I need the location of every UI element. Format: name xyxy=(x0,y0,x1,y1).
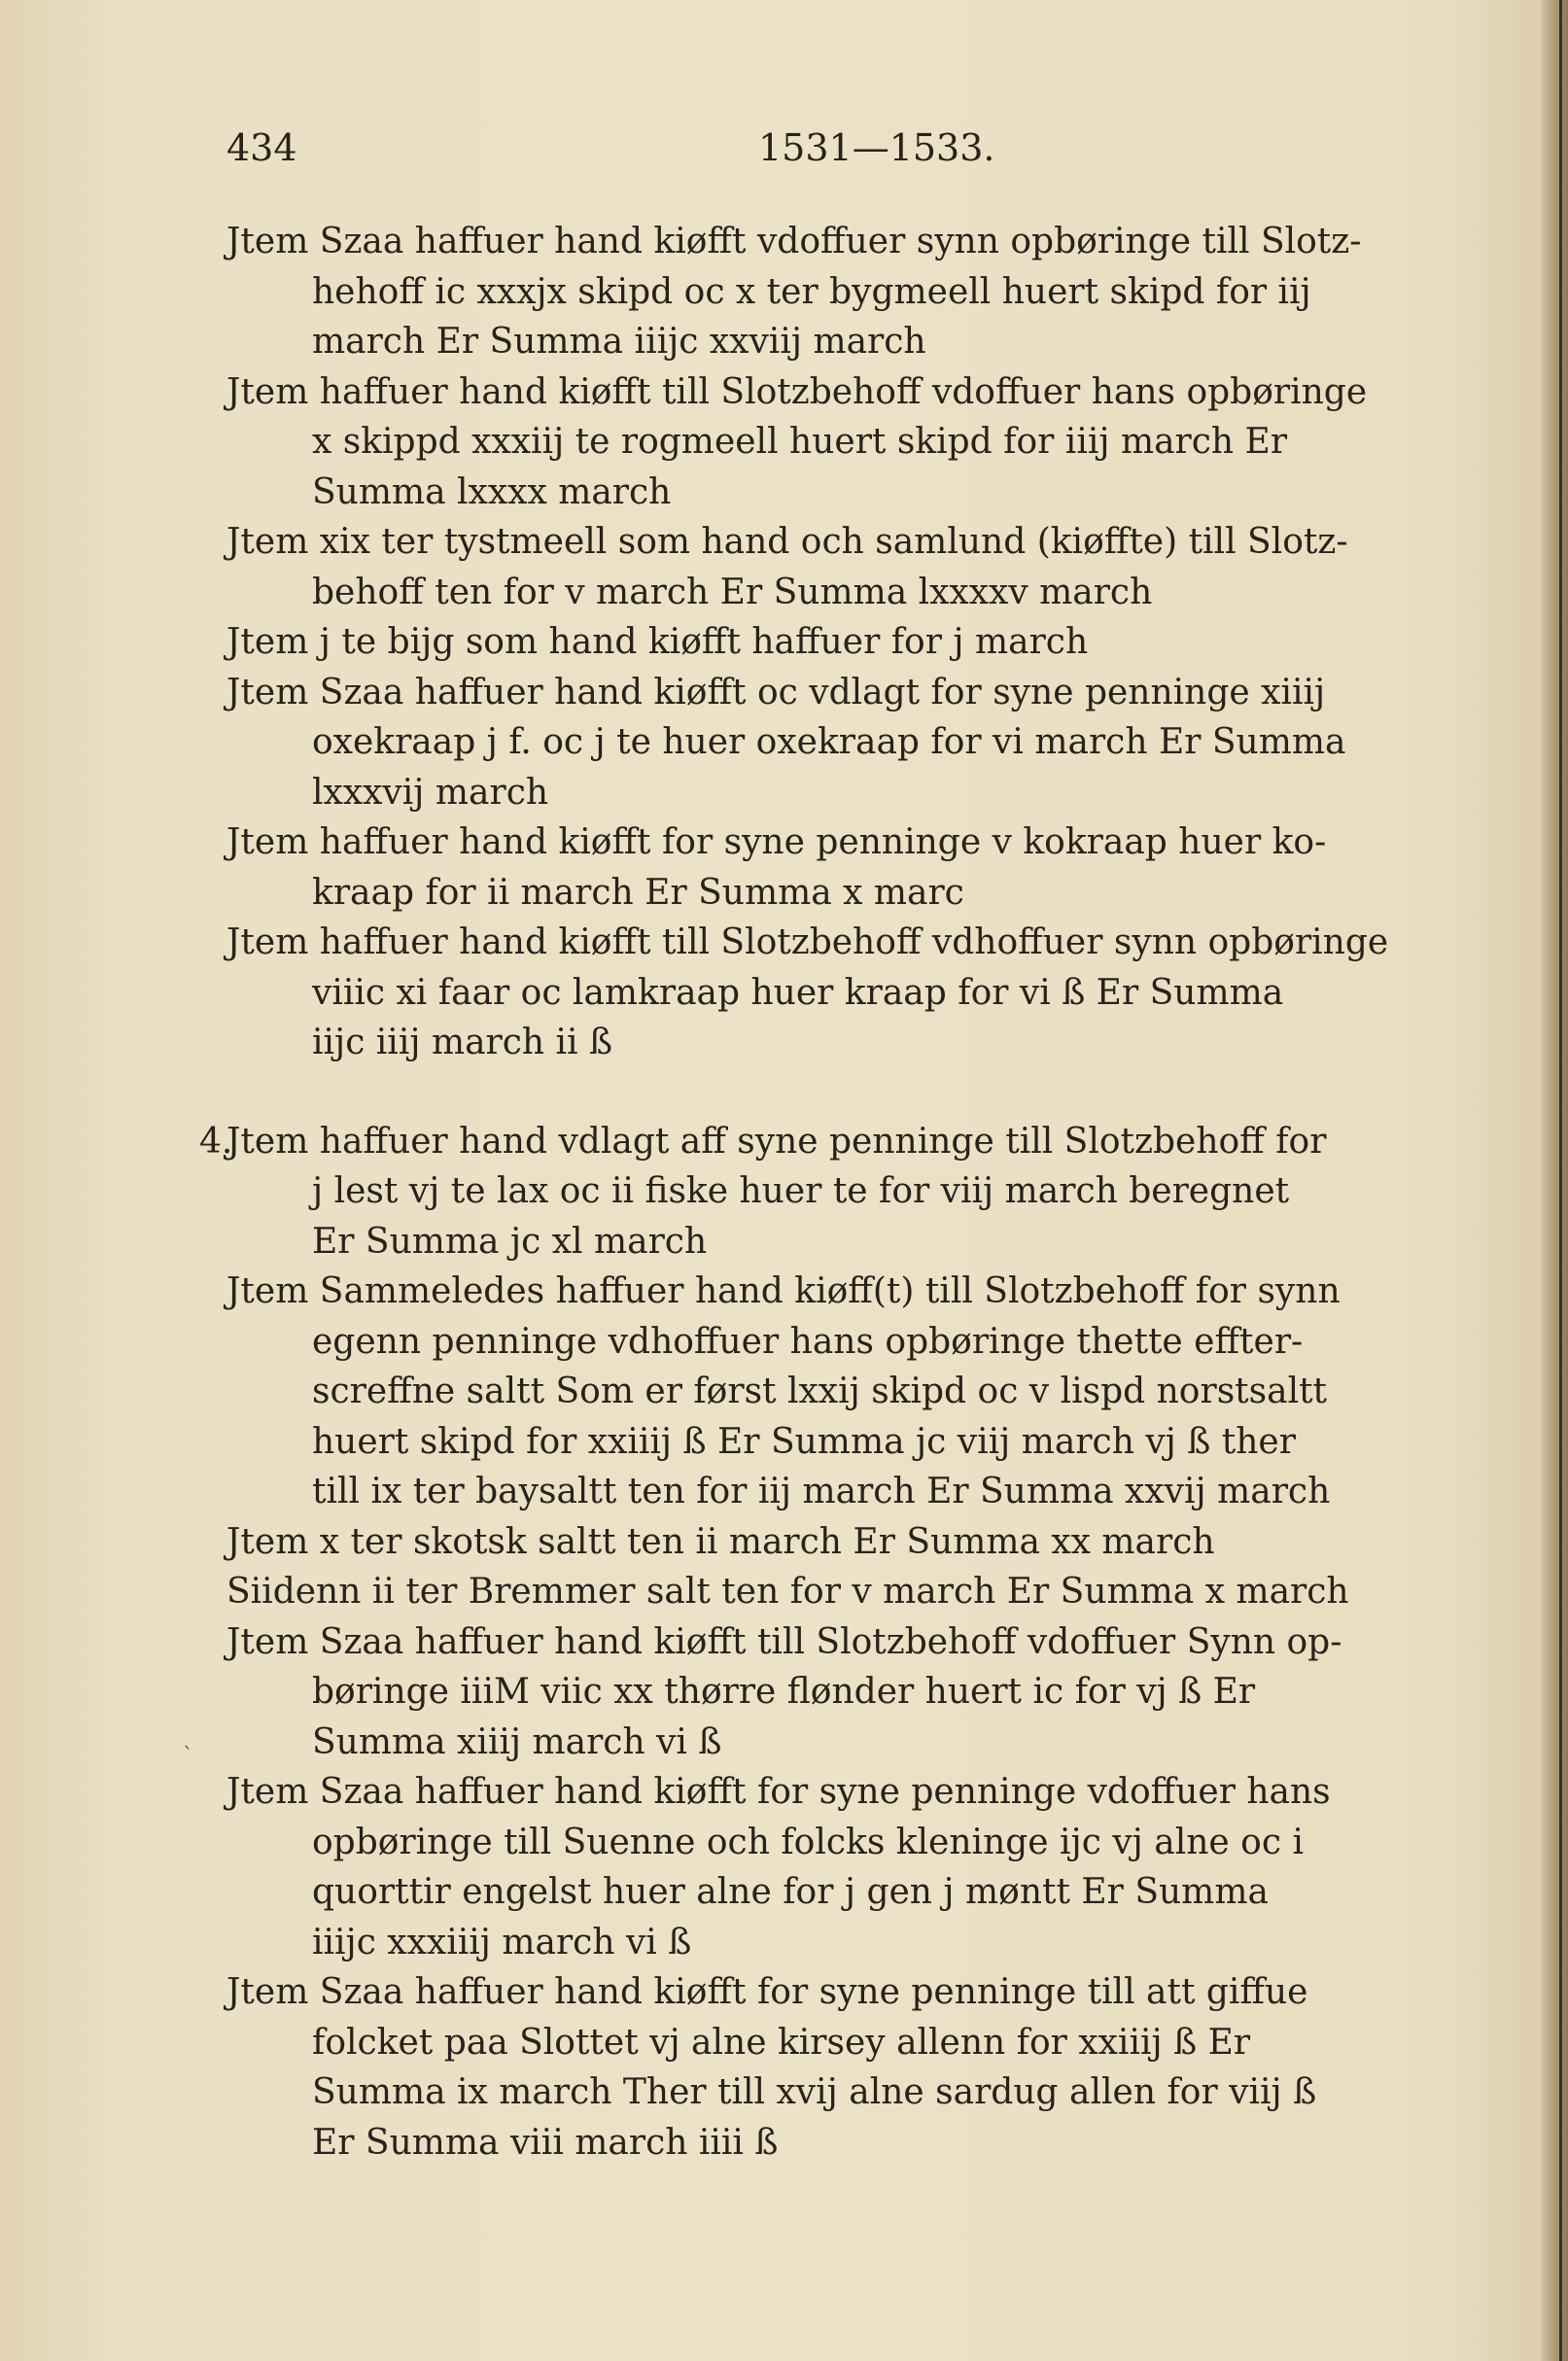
line-text: hehoff ic xxxjx skipd oc x ter bygmeell huert skipd for iij xyxy=(312,271,1311,312)
line-text: Summa lxxxx march xyxy=(312,471,672,512)
line-text: till ix ter baysaltt ten for iij march Er Summa xxvij march xyxy=(312,1472,1331,1511)
line-text: børinge iiiM viic xx thørre flønder huert ic for vj ß Er xyxy=(312,1672,1256,1712)
line-text: Jtem Szaa haffuer hand kiøfft for syne penninge vdoffuer hans xyxy=(226,1772,1331,1812)
line-text: iiijc xxxiiij march vi ß xyxy=(312,1922,692,1962)
text-line xyxy=(226,1818,1471,1868)
page-body xyxy=(199,217,1471,2168)
text-line xyxy=(226,2018,1471,2068)
text-line xyxy=(226,1567,1471,1617)
line-text: opbøringe till Suenne och folcks kleninge ijc vj alne oc i xyxy=(312,1822,1304,1862)
text-line xyxy=(226,768,1471,818)
text-line xyxy=(226,1467,1471,1517)
line-text: screffne saltt Som er først lxxij skipd oc v lispd norstsaltt xyxy=(312,1371,1328,1411)
text-line xyxy=(226,517,1471,568)
text-line xyxy=(226,1718,1471,1768)
line-text: Jtem Sammeledes haffuer hand kiøff(t) till Slotzbehoff for synn xyxy=(226,1271,1341,1311)
text-line xyxy=(226,1867,1471,1918)
page-number: 434 xyxy=(226,126,297,169)
text-line xyxy=(226,1517,1471,1568)
text-line xyxy=(226,2118,1471,2169)
page-header xyxy=(226,126,1471,185)
line-text: Jtem Szaa haffuer hand kiøfft for syne penninge till att giffue xyxy=(226,1972,1308,2012)
line-text: Jtem haffuer hand vdlagt aff syne penninge till Slotzbehoff for xyxy=(226,1121,1327,1162)
text-line xyxy=(226,1417,1471,1468)
line-text: folcket paa Slottet vj alne kirsey allenn for xxiiij ß Er xyxy=(312,2022,1251,2063)
line-text: kraap for ii march Er Summa x marc xyxy=(312,872,964,913)
text-line xyxy=(226,1317,1471,1368)
text-line xyxy=(226,918,1471,968)
line-text: viiic xi faar oc lamkraap huer kraap for vi ß Er Summa xyxy=(312,972,1284,1013)
text-line xyxy=(226,617,1471,668)
text-line xyxy=(226,417,1471,468)
line-text: egenn penninge vdhoffuer hans opbøringe thette effter- xyxy=(312,1321,1304,1362)
text-line xyxy=(226,717,1471,768)
text-line xyxy=(226,468,1471,518)
marginal-mark: ˋ xyxy=(183,1745,193,1769)
text-line xyxy=(226,868,1471,919)
text-line xyxy=(226,817,1471,868)
line-text: march Er Summa iiijc xxviij march xyxy=(312,322,926,362)
text-line xyxy=(226,267,1471,318)
line-text: Jtem haffuer hand kiøfft for syne penninge v kokraap huer ko- xyxy=(226,822,1327,862)
line-text: Summa xiiij march vi ß xyxy=(312,1721,722,1762)
line-text: Siidenn ii ter Bremmer salt ten for v march Er Summa x march xyxy=(226,1572,1349,1612)
line-text: Er Summa jc xl march xyxy=(312,1221,708,1262)
line-text: Jtem Szaa haffuer hand kiøfft till Slotzbehoff vdoffuer Synn op- xyxy=(226,1621,1342,1662)
line-text: oxekraap j f. oc j te huer oxekraap for vi march Er Summa xyxy=(312,722,1346,762)
line-text: Jtem xix ter tystmeell som hand och samlund (kiøffte) till Slotz- xyxy=(226,522,1348,562)
line-text: lxxxvij march xyxy=(312,772,549,813)
text-line xyxy=(226,1918,1471,1968)
text-line xyxy=(226,1217,1471,1267)
paragraph-gap xyxy=(226,1068,1471,1117)
text-line xyxy=(226,217,1471,267)
line-text: x skippd xxxiij te rogmeell huert skipd for iiij march Er xyxy=(312,422,1288,462)
text-line xyxy=(226,1367,1471,1417)
text-line xyxy=(226,968,1471,1019)
text-line xyxy=(199,1117,1471,1167)
text-line xyxy=(226,1617,1471,1668)
section-number: 4. xyxy=(199,1121,233,1162)
text-line xyxy=(226,1767,1471,1818)
text-line xyxy=(226,367,1471,418)
line-text: quorttir engelst huer alne for j gen j møntt Er Summa xyxy=(312,1872,1269,1912)
line-text: Er Summa viii march iiii ß xyxy=(312,2122,779,2163)
text-line xyxy=(226,1166,1471,1217)
line-text: Jtem j te bijg som hand kiøfft haffuer for j march xyxy=(226,622,1089,662)
text-line xyxy=(226,668,1471,718)
line-text: Jtem Szaa haffuer hand kiøfft oc vdlagt for syne penninge xiiij xyxy=(226,672,1326,712)
text-line xyxy=(226,2067,1471,2118)
line-text: iijc iiij march ii ß xyxy=(312,1023,613,1062)
line-text: Jtem haffuer hand kiøfft till Slotzbehoff vdhoffuer synn opbøringe xyxy=(226,922,1389,962)
text-line xyxy=(226,317,1471,367)
line-text: Jtem x ter skotsk saltt ten ii march Er Summa xx march xyxy=(226,1521,1215,1562)
text-line xyxy=(226,1967,1471,2018)
text-line xyxy=(226,1018,1471,1068)
line-text: behoff ten for v march Er Summa lxxxxv march xyxy=(312,572,1153,612)
line-text: j lest vj te lax oc ii fiske huer te for viij march beregnet xyxy=(312,1171,1290,1211)
line-text: Jtem haffuer hand kiøfft till Slotzbehoff vdoffuer hans opbøringe xyxy=(226,371,1368,412)
line-text: Jtem Szaa haffuer hand kiøfft vdoffuer synn opbøringe till Slotz- xyxy=(226,222,1362,261)
text-line xyxy=(226,568,1471,618)
text-line xyxy=(226,1667,1471,1718)
line-text: Summa ix march Ther till xvij alne sardug allen for viij ß xyxy=(312,2072,1317,2112)
page-edge xyxy=(1541,0,1568,2361)
text-line xyxy=(226,1267,1471,1317)
running-head: 1531—1533. xyxy=(758,126,995,169)
line-text: huert skipd for xxiiij ß Er Summa jc viij march vj ß ther xyxy=(312,1421,1296,1462)
